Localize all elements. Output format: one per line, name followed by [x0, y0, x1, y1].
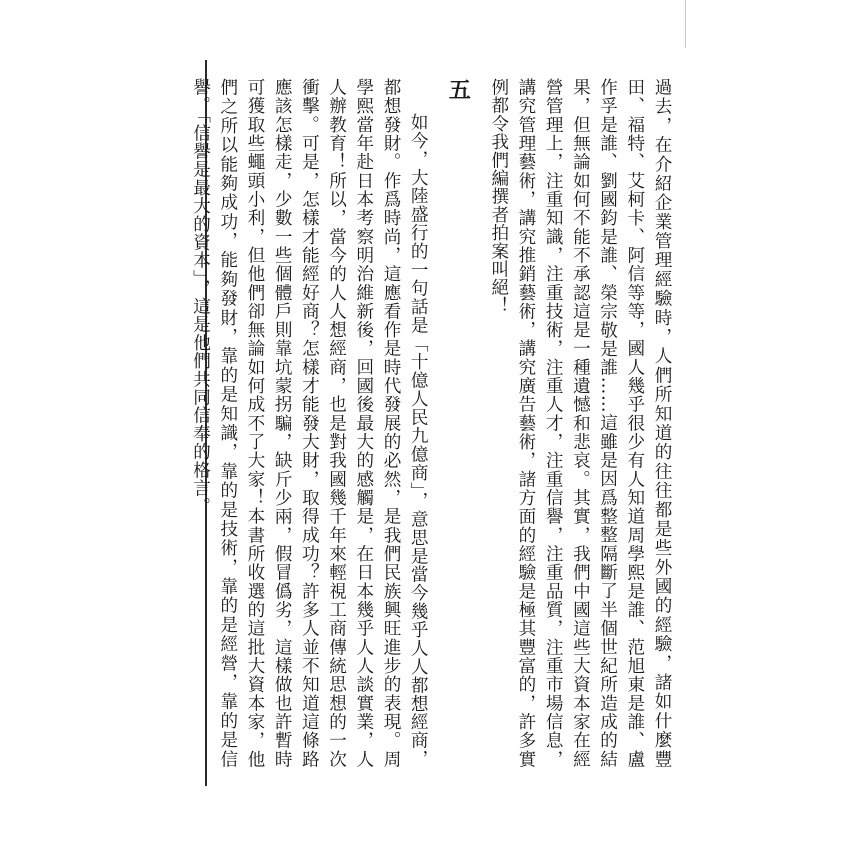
paragraph-intro: 過去，在介紹企業管理經驗時，人們所知道的往往都是些外國的經驗，諸如什麼豐田、福特、艾柯卡、阿信等等，國人幾乎很少有人知道周學熙是誰、范旭東是誰、盧作孚是誰、劉國鈞是誰、榮宗敬是誰……這雖是因爲整整隔斷了半個世紀所造成的結果，但無論如何不能不承認這是一種遺憾和悲哀。其實，我們中國這些大資本家在經營管理上，注重知識，注重技術，注重人才，注重信譽，注重品質，注重市場信息，講究管理藝術，講究推銷藝術，講究廣告藝術，諸方面的經驗是極其豐富的，許多實例都令我們編撰者拍案叫絕！: [488, 78, 672, 768]
vertical-text-body: [186, 78, 675, 768]
section-heading: 五: [445, 78, 471, 101]
page-edge-mark: [685, 0, 686, 48]
book-page: [190, 78, 675, 778]
paragraph-main: 如今，大陸盛行的一句話是「十億人民九億商」，意思是當今幾乎人人都想經商，都想發財。作爲時尚，這應看作是時代發展的必然，是我們民族興旺進步的表現。周學熙當年赴日本考察明治維新後，回國後最大的感觸是，在日本幾乎人人談實業，人人辦教育！所以，當今的人人想經商，也是對我國幾千年來輕視工商傳統思想的一次衝擊。可是，怎樣才能經好商？怎樣才能發大財，取得成功？許多人並不知道這條路應該怎樣走，少數一些個體戶則靠坑蒙拐騙，缺斤少兩，假冒僞劣，這樣做也許暫時可獲取些蠅頭小利，但他們卻無論如何成不了大家！本書所收選的這批大資本家，他們之所以能夠成功，能夠發財，靠的是知識，靠的是技術，靠的是經營，靠的是信譽。「信譽是最大的資本」，這是他們共同信奉的格言。: [190, 78, 429, 768]
